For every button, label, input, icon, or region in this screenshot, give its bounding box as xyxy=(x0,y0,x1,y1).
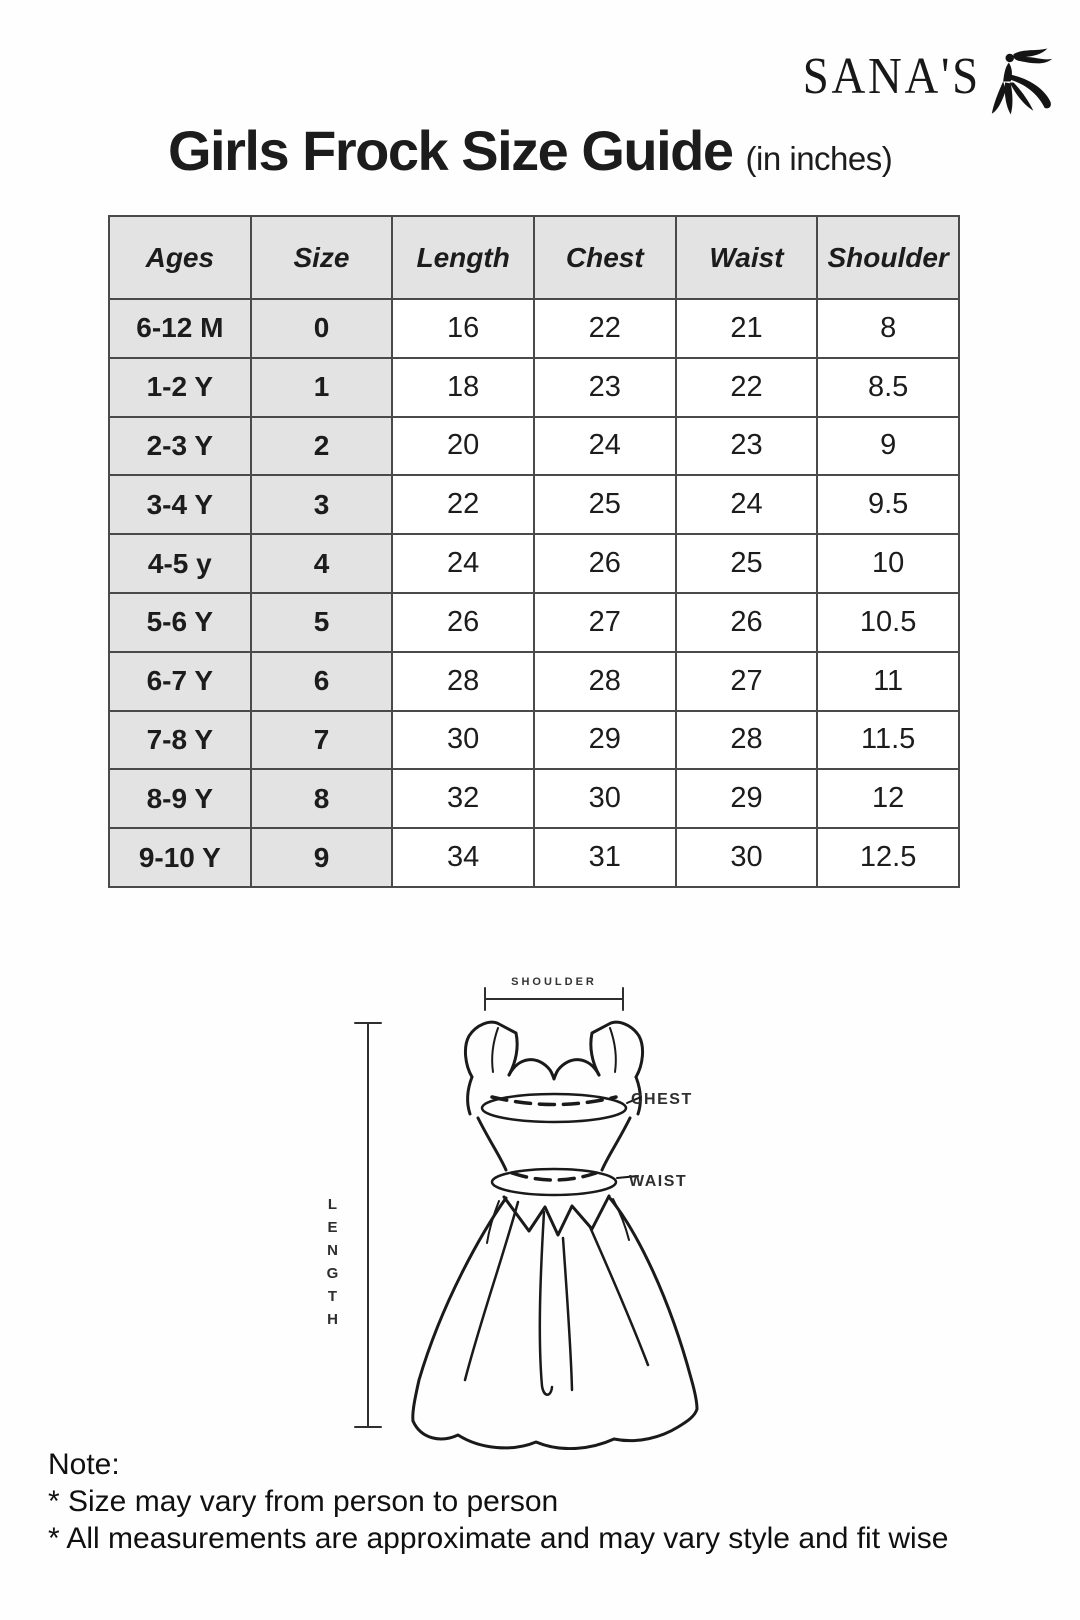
measurement-cell: 30 xyxy=(534,769,676,828)
column-header: Chest xyxy=(534,216,676,299)
measurement-cell: 8 xyxy=(817,299,959,358)
size-table-header-row xyxy=(109,216,959,299)
brand-logo xyxy=(783,46,1055,118)
age-cell: 9-10 Y xyxy=(109,828,251,887)
size-cell: 6 xyxy=(251,652,393,711)
measurement-cell: 21 xyxy=(676,299,818,358)
age-cell: 7-8 Y xyxy=(109,711,251,770)
measurement-cell: 22 xyxy=(676,358,818,417)
frock-measurement-diagram xyxy=(300,940,740,1450)
measurement-cell: 22 xyxy=(392,475,534,534)
measurement-cell: 10 xyxy=(817,534,959,593)
measurement-cell: 27 xyxy=(534,593,676,652)
column-header: Waist xyxy=(676,216,818,299)
column-header: Length xyxy=(392,216,534,299)
column-header: Shoulder xyxy=(817,216,959,299)
size-cell: 1 xyxy=(251,358,393,417)
measurement-cell: 24 xyxy=(392,534,534,593)
measurement-cell: 24 xyxy=(534,417,676,476)
table-row xyxy=(109,299,959,358)
age-cell: 6-12 M xyxy=(109,299,251,358)
chest-label: CHEST xyxy=(631,1091,693,1108)
shoulder-label: SHOULDER xyxy=(511,976,597,988)
note-title: Note: xyxy=(48,1448,120,1481)
measurement-cell: 30 xyxy=(676,828,818,887)
page-title-unit: (in inches) xyxy=(745,140,893,177)
measurement-cell: 20 xyxy=(392,417,534,476)
size-cell: 2 xyxy=(251,417,393,476)
measurement-cell: 25 xyxy=(676,534,818,593)
table-row xyxy=(109,475,959,534)
measurement-cell: 28 xyxy=(392,652,534,711)
age-cell: 3-4 Y xyxy=(109,475,251,534)
measurement-cell: 29 xyxy=(534,711,676,770)
measurement-cell: 26 xyxy=(676,593,818,652)
measurement-cell: 26 xyxy=(392,593,534,652)
measurement-cell: 30 xyxy=(392,711,534,770)
age-cell: 5-6 Y xyxy=(109,593,251,652)
size-cell: 3 xyxy=(251,475,393,534)
age-cell: 2-3 Y xyxy=(109,417,251,476)
age-cell: 6-7 Y xyxy=(109,652,251,711)
measurement-cell: 11 xyxy=(817,652,959,711)
measurement-cell: 31 xyxy=(534,828,676,887)
measurement-cell: 28 xyxy=(676,711,818,770)
size-cell: 0 xyxy=(251,299,393,358)
dress-silhouette-icon xyxy=(989,46,1055,118)
waist-label: WAIST xyxy=(629,1173,688,1190)
measurement-cell: 23 xyxy=(534,358,676,417)
measurement-cell: 10.5 xyxy=(817,593,959,652)
measurement-cell: 9 xyxy=(817,417,959,476)
note-block xyxy=(48,1446,948,1557)
measurement-cell: 27 xyxy=(676,652,818,711)
measurement-cell: 12.5 xyxy=(817,828,959,887)
column-header: Ages xyxy=(109,216,251,299)
measurement-cell: 23 xyxy=(676,417,818,476)
table-row xyxy=(109,593,959,652)
measurement-cell: 28 xyxy=(534,652,676,711)
table-row xyxy=(109,358,959,417)
measurement-cell: 18 xyxy=(392,358,534,417)
page-title xyxy=(168,118,892,184)
age-cell: 8-9 Y xyxy=(109,769,251,828)
shoulder-measure-line xyxy=(485,988,623,1010)
length-measure-line xyxy=(355,1023,381,1427)
length-label: LENGTH xyxy=(324,1196,341,1334)
table-row xyxy=(109,711,959,770)
age-cell: 1-2 Y xyxy=(109,358,251,417)
measurement-cell: 24 xyxy=(676,475,818,534)
size-cell: 7 xyxy=(251,711,393,770)
table-row xyxy=(109,652,959,711)
size-cell: 8 xyxy=(251,769,393,828)
page-title-main: Girls Frock Size Guide xyxy=(168,119,733,182)
brand-name: SANA'S xyxy=(802,48,981,105)
size-cell: 9 xyxy=(251,828,393,887)
size-table-body xyxy=(109,299,959,887)
measurement-cell: 16 xyxy=(392,299,534,358)
age-cell: 4-5 y xyxy=(109,534,251,593)
measurement-cell: 12 xyxy=(817,769,959,828)
measurement-cell: 22 xyxy=(534,299,676,358)
measurement-cell: 25 xyxy=(534,475,676,534)
table-row xyxy=(109,417,959,476)
measurement-cell: 8.5 xyxy=(817,358,959,417)
measurement-cell: 34 xyxy=(392,828,534,887)
table-row xyxy=(109,769,959,828)
size-cell: 5 xyxy=(251,593,393,652)
size-table xyxy=(108,215,960,888)
measurement-cell: 32 xyxy=(392,769,534,828)
note-line: * All measurements are approximate and may vary style and fit wise xyxy=(48,1522,949,1555)
size-table-head xyxy=(109,216,959,299)
table-row xyxy=(109,534,959,593)
measurement-cell: 11.5 xyxy=(817,711,959,770)
column-header: Size xyxy=(251,216,393,299)
size-cell: 4 xyxy=(251,534,393,593)
measurement-cell: 29 xyxy=(676,769,818,828)
measurement-cell: 26 xyxy=(534,534,676,593)
note-line: * Size may vary from person to person xyxy=(48,1485,559,1518)
measurement-cell: 9.5 xyxy=(817,475,959,534)
table-row xyxy=(109,828,959,887)
